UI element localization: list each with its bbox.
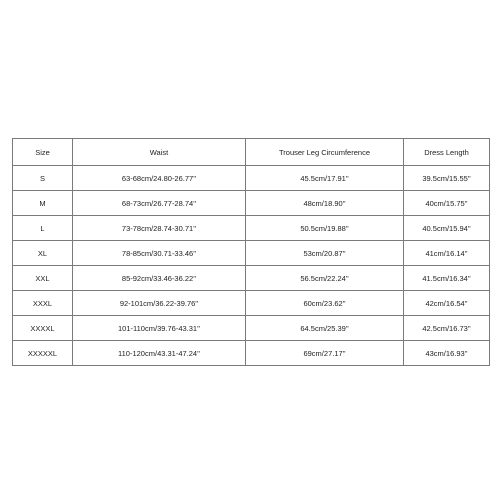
cell-dress-length: 40.5cm/15.94'' [404,216,490,241]
cell-waist: 68-73cm/26.77-28.74'' [73,191,246,216]
cell-waist: 85-92cm/33.46-36.22'' [73,266,246,291]
cell-size: XXXXXL [13,341,73,366]
header-row [13,139,490,166]
header-waist: Waist [73,139,246,166]
cell-size: S [13,166,73,191]
cell-waist: 101-110cm/39.76-43.31'' [73,316,246,341]
table-row [13,166,490,191]
cell-size: XXXL [13,291,73,316]
cell-size: XXXXL [13,316,73,341]
table-row [13,216,490,241]
header-size: Size [13,139,73,166]
cell-dress-length: 40cm/15.75'' [404,191,490,216]
table-row [13,266,490,291]
cell-size: XXL [13,266,73,291]
cell-trouser-leg: 45.5cm/17.91'' [246,166,404,191]
cell-trouser-leg: 64.5cm/25.39'' [246,316,404,341]
cell-trouser-leg: 69cm/27.17'' [246,341,404,366]
cell-waist: 73-78cm/28.74-30.71'' [73,216,246,241]
cell-waist: 63-68cm/24.80-26.77'' [73,166,246,191]
header-dress-length: Dress Length [404,139,490,166]
table-row [13,341,490,366]
cell-dress-length: 41.5cm/16.34'' [404,266,490,291]
table-row [13,191,490,216]
cell-trouser-leg: 56.5cm/22.24'' [246,266,404,291]
cell-waist: 92-101cm/36.22-39.76'' [73,291,246,316]
cell-dress-length: 42.5cm/16.73'' [404,316,490,341]
table-row [13,291,490,316]
cell-dress-length: 41cm/16.14'' [404,241,490,266]
cell-trouser-leg: 50.5cm/19.88'' [246,216,404,241]
cell-waist: 110-120cm/43.31-47.24'' [73,341,246,366]
size-chart-table [12,138,490,366]
table-row [13,316,490,341]
cell-size: M [13,191,73,216]
cell-trouser-leg: 53cm/20.87'' [246,241,404,266]
cell-size: L [13,216,73,241]
cell-dress-length: 39.5cm/15.55'' [404,166,490,191]
header-trouser-leg-circumference: Trouser Leg Circumference [246,139,404,166]
cell-trouser-leg: 60cm/23.62'' [246,291,404,316]
cell-size: XL [13,241,73,266]
cell-dress-length: 43cm/16.93'' [404,341,490,366]
cell-dress-length: 42cm/16.54'' [404,291,490,316]
cell-waist: 78-85cm/30.71-33.46'' [73,241,246,266]
table-row [13,241,490,266]
cell-trouser-leg: 48cm/18.90'' [246,191,404,216]
